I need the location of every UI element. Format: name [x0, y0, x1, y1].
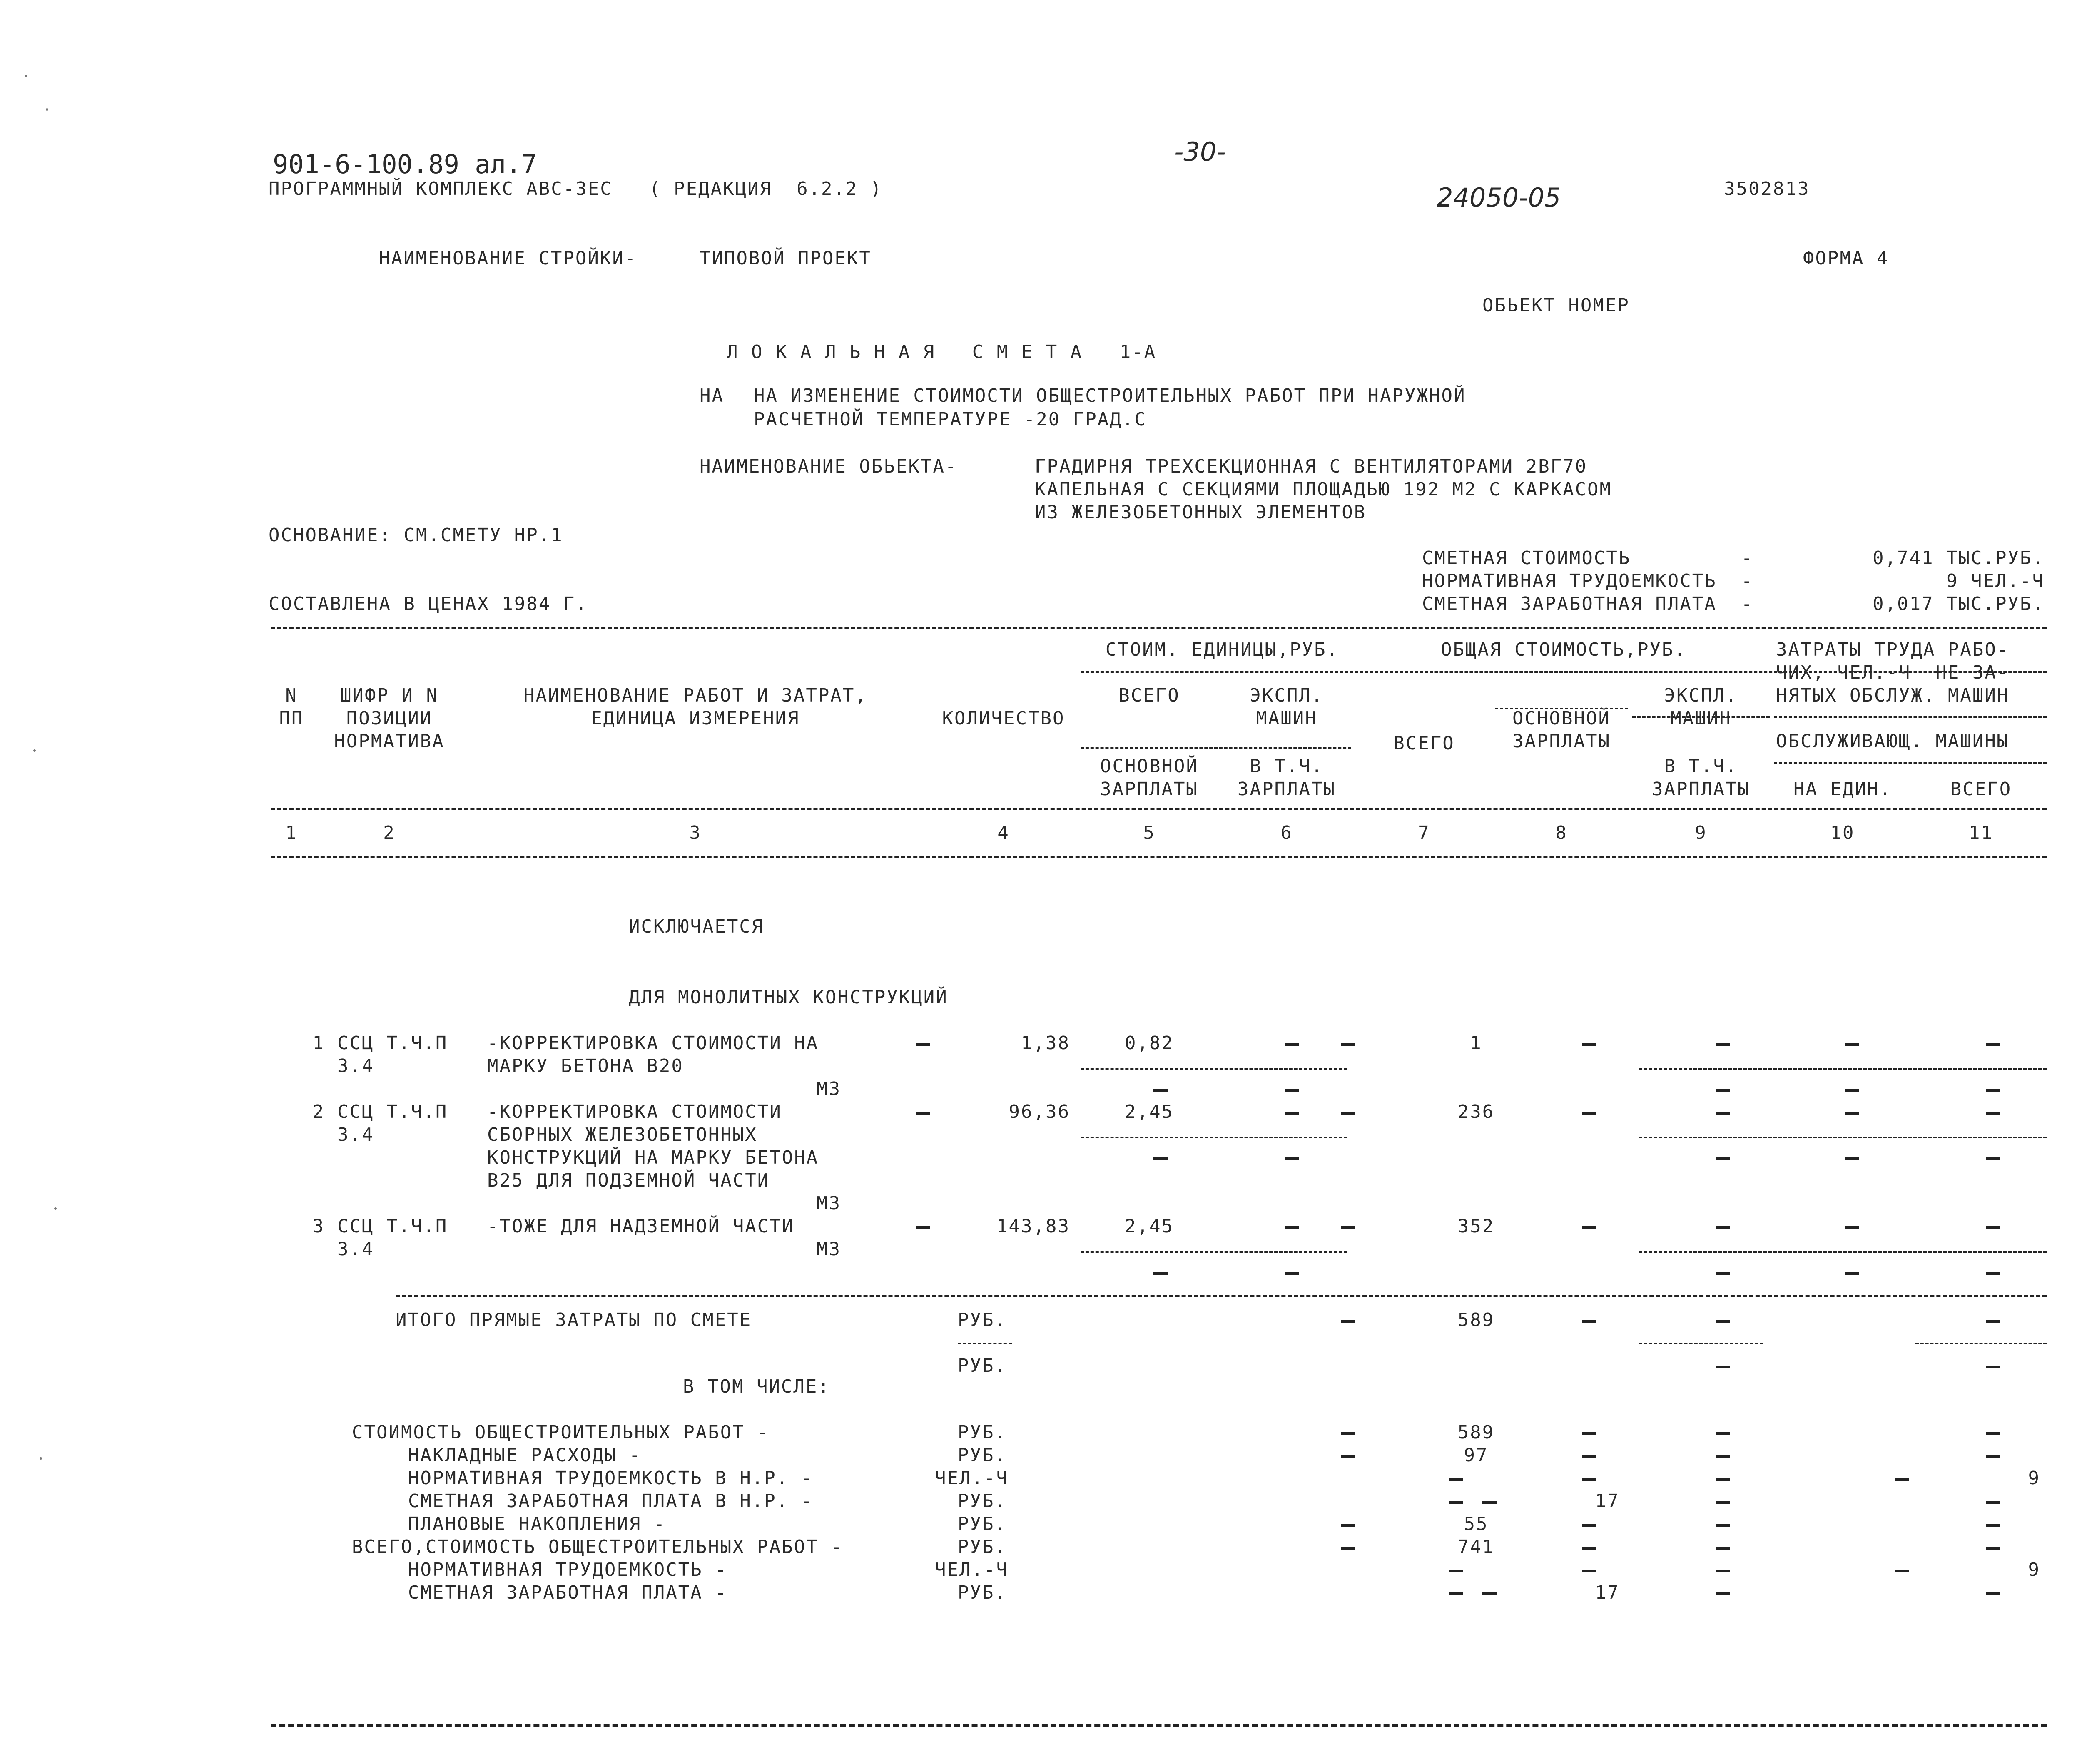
th-machines: МАШИН [1256, 708, 1317, 729]
th-name: ЕДИНИЦА ИЗМЕРЕНИЯ [591, 708, 800, 729]
th-n: N [285, 685, 298, 706]
totals-subrule [1639, 1343, 1763, 1344]
header-inner-rule [1774, 762, 2047, 764]
row-name: -КОРРЕКТИРОВКА СТОИМОСТИ [487, 1101, 782, 1122]
dash-mark [1716, 1226, 1730, 1229]
row-code: 3.4 [337, 1124, 374, 1145]
summary-label: СМЕТНАЯ ЗАРАБОТНАЯ ПЛАТА - [1422, 593, 1754, 615]
th-n: ПП [279, 708, 304, 729]
basis: ОСНОВАНИЕ: СМ.СМЕТУ НР.1 [269, 525, 563, 546]
dash-mark [1716, 1524, 1730, 1527]
dash-mark [1986, 1112, 2000, 1115]
row-unit-cost: 2,45 [1125, 1101, 1174, 1122]
th-code: ПОЗИЦИИ [346, 708, 433, 729]
th-total: ВСЕГО [1118, 685, 1180, 706]
dash-mark [1582, 1112, 1596, 1115]
scan-speck [25, 75, 27, 77]
col-number-rule [271, 856, 2047, 858]
col-number: 1 [285, 822, 298, 843]
summary-value: 9 ЧЕЛ.-Ч [1946, 570, 2045, 592]
col-number: 2 [383, 822, 396, 843]
dash-mark [1716, 1547, 1730, 1550]
on-text-1: НА ИЗМЕНЕНИЕ СТОИМОСТИ ОБЩЕСТРОИТЕЛЬНЫХ РАБОТ ПРИ НАРУЖНОЙ [754, 385, 1466, 406]
breakdown-wage: 17 [1595, 1582, 1620, 1603]
row-code: ССЦ Т.Ч.П [337, 1101, 448, 1122]
dash-mark [1716, 1157, 1730, 1160]
col-number: 10 [1830, 822, 1855, 843]
row-code: 3.4 [337, 1239, 374, 1260]
col-number: 11 [1969, 822, 1993, 843]
th-qty: КОЛИЧЕСТВО [942, 708, 1065, 729]
dash-mark [1716, 1592, 1730, 1595]
dash-mark [1153, 1089, 1168, 1092]
construction-value: ТИПОВОЙ ПРОЕКТ [700, 248, 872, 269]
dash-mark [1582, 1043, 1596, 1046]
section-excluded: ИСКЛЮЧАЕТСЯ [629, 916, 764, 937]
dash-mark [1582, 1432, 1596, 1435]
dash-mark [1582, 1455, 1596, 1458]
dash-mark [1449, 1501, 1463, 1504]
dash-mark [1716, 1112, 1730, 1115]
dash-mark [1716, 1432, 1730, 1435]
handwritten-code: 24050-05 [1437, 182, 1561, 213]
dash-mark [1285, 1089, 1299, 1092]
table-top-rule [271, 627, 2047, 629]
row-number: 2 [312, 1101, 325, 1122]
dash-mark [1482, 1592, 1497, 1595]
on-text-2: РАСЧЕТНОЙ ТЕМПЕРАТУРЕ -20 ГРАД.С [754, 409, 1147, 430]
dash-mark [1341, 1455, 1355, 1458]
breakdown-unit: РУБ. [958, 1536, 1007, 1557]
dash-mark [1895, 1478, 1909, 1481]
dash-mark [1341, 1226, 1355, 1229]
object-number: ОБЬЕКТ НОМЕР [1482, 295, 1630, 316]
breakdown-label: НАКЛАДНЫЕ РАСХОДЫ - [408, 1445, 642, 1466]
th-incl-wage: ЗАРПЛАТЫ [1238, 779, 1336, 800]
breakdown-unit: РУБ. [958, 1422, 1007, 1443]
dash-mark [1716, 1089, 1730, 1092]
dash-mark [1986, 1366, 2000, 1368]
breakdown-label: СТОИМОСТЬ ОБЩЕСТРОИТЕЛЬНЫХ РАБОТ - [352, 1422, 770, 1443]
dash-mark [1716, 1366, 1730, 1368]
dash-mark [1582, 1547, 1596, 1550]
estimate-title: Л О К А Л Ь Н А Я С М Е Т А 1-А [727, 341, 1157, 363]
col-number: 8 [1555, 822, 1568, 843]
dash-mark [1582, 1524, 1596, 1527]
dash-mark [1845, 1043, 1859, 1046]
th-labor: НЯТЫХ ОБСЛУЖ. МАШИН [1776, 685, 2010, 706]
header-bottom-rule [271, 808, 2047, 810]
summary-label: НОРМАТИВНАЯ ТРУДОЕМКОСТЬ - [1422, 570, 1754, 592]
dash-mark [1285, 1226, 1299, 1229]
row-subrule [1081, 1068, 1347, 1070]
breakdown-label: СМЕТНАЯ ЗАРАБОТНАЯ ПЛАТА В Н.Р. - [408, 1490, 814, 1512]
col-number: 6 [1280, 822, 1293, 843]
dash-mark [1845, 1226, 1859, 1229]
row-name: -КОРРЕКТИРОВКА СТОИМОСТИ НА [487, 1033, 819, 1054]
totals-subrule [958, 1343, 1012, 1344]
row-unit-cost: 0,82 [1125, 1033, 1174, 1054]
dash-mark [1986, 1455, 2000, 1458]
breakdown-unit: ЧЕЛ.-Ч [935, 1559, 1009, 1580]
th-basic-wage: ЗАРПЛАТЫ [1100, 779, 1198, 800]
breakdown-value: 55 [1464, 1513, 1489, 1535]
dash-mark [1986, 1320, 2000, 1323]
th-overall-cost: ОБЩАЯ СТОИМОСТЬ,РУБ. [1441, 639, 1686, 660]
dash-mark [1341, 1320, 1355, 1323]
breakdown-label: НОРМАТИВНАЯ ТРУДОЕМКОСТЬ - [408, 1559, 727, 1580]
dash-mark [1845, 1272, 1859, 1275]
dash-mark [1341, 1547, 1355, 1550]
th-basic-wage: ОСНОВНОЙ [1512, 708, 1611, 729]
dash-mark [1845, 1089, 1859, 1092]
dash-mark [1716, 1272, 1730, 1275]
dash-mark [1895, 1570, 1909, 1572]
dash-mark [1582, 1320, 1596, 1323]
th-machines: МАШИН [1670, 708, 1732, 729]
row-subrule [1639, 1137, 2047, 1138]
totals-rule [396, 1295, 2047, 1297]
row-unit: М3 [817, 1078, 841, 1100]
form-label: ФОРМА 4 [1803, 248, 1889, 269]
scan-speck [46, 108, 48, 111]
scan-speck [54, 1207, 57, 1210]
th-machines: ЭКСПЛ. [1664, 685, 1738, 706]
th-machines: ЭКСПЛ. [1250, 685, 1324, 706]
col-number: 7 [1418, 822, 1430, 843]
dash-mark [1716, 1501, 1730, 1504]
dash-mark [1341, 1432, 1355, 1435]
breakdown-unit: РУБ. [958, 1490, 1007, 1512]
totals-value: 589 [1457, 1309, 1495, 1331]
object-label: НАИМЕНОВАНИЕ ОБЬЕКТА- [700, 456, 958, 477]
dash-mark [1716, 1043, 1730, 1046]
breakdown-unit: РУБ. [958, 1582, 1007, 1603]
dash-mark [1341, 1043, 1355, 1046]
header-inner-rule [1774, 716, 2047, 718]
col-number: 3 [689, 822, 702, 843]
dash-mark [1716, 1570, 1730, 1572]
dash-mark [1986, 1043, 2000, 1046]
col-number: 9 [1695, 822, 1707, 843]
summary-value: 0,017 ТЫС.РУБ. [1873, 593, 2045, 615]
row-qty: 1,38 [1021, 1033, 1070, 1054]
dash-mark [1986, 1226, 2000, 1229]
dash-mark [1716, 1478, 1730, 1481]
breakdown-label: ВСЕГО,СТОИМОСТЬ ОБЩЕСТРОИТЕЛЬНЫХ РАБОТ - [352, 1536, 843, 1557]
dash-mark [1986, 1089, 2000, 1092]
dash-mark [1582, 1570, 1596, 1572]
breakdown-value: 741 [1457, 1536, 1495, 1557]
row-name: -ТОЖЕ ДЛЯ НАДЗЕМНОЙ ЧАСТИ [487, 1216, 794, 1237]
dash-mark [1986, 1501, 2000, 1504]
th-labor: ЗАТРАТЫ ТРУДА РАБО- [1776, 639, 2010, 660]
object-text-3: ИЗ ЖЕЛЕЗОБЕТОННЫХ ЭЛЕМЕНТОВ [1035, 502, 1367, 523]
bottom-dash-line [271, 1724, 2047, 1727]
totals-unit-2: РУБ. [958, 1355, 1007, 1376]
breakdown-unit: РУБ. [958, 1445, 1007, 1466]
row-number: 3 [312, 1216, 325, 1237]
program-line: ПРОГРАММНЫЙ КОМПЛЕКС АВС-3ЕС ( РЕДАКЦИЯ 6.2.2 ) [269, 178, 883, 199]
dash-mark [1986, 1157, 2000, 1160]
row-unit: М3 [817, 1193, 841, 1214]
row-total: 352 [1457, 1216, 1495, 1237]
th-code: НОРМАТИВА [334, 731, 445, 752]
including-label: В ТОМ ЧИСЛЕ: [683, 1376, 830, 1397]
dash-mark [1482, 1501, 1497, 1504]
th-name: НАИМЕНОВАНИЕ РАБОТ И ЗАТРАТ, [523, 685, 867, 706]
row-qty: 143,83 [996, 1216, 1070, 1237]
th-labor-total: ВСЕГО [1950, 779, 2012, 800]
row-code: 3.4 [337, 1055, 374, 1077]
doc-code: 901-6-100.89 ал.7 [273, 149, 537, 179]
breakdown-unit: РУБ. [958, 1513, 1007, 1535]
th-code: ШИФР И N [340, 685, 438, 706]
row-name: МАРКУ БЕТОНА В20 [487, 1055, 684, 1077]
dash-mark [1449, 1592, 1463, 1595]
dash-mark [1285, 1043, 1299, 1046]
dash-mark [1153, 1272, 1168, 1275]
breakdown-wage: 17 [1595, 1490, 1620, 1512]
row-subrule [1081, 1251, 1347, 1253]
th-incl-wage: В Т.Ч. [1664, 756, 1738, 777]
dash-mark [1285, 1272, 1299, 1275]
dash-mark [1986, 1547, 2000, 1550]
row-unit: М3 [817, 1239, 841, 1260]
dash-mark [1986, 1524, 2000, 1527]
object-text-2: КАПЕЛЬНАЯ С СЕКЦИЯМИ ПЛОЩАДЬЮ 192 М2 С КАРКАСОМ [1035, 479, 1612, 500]
th-labor: ОБСЛУЖИВАЮЩ. МАШИНЫ [1776, 731, 2010, 752]
breakdown-label: НОРМАТИВНАЯ ТРУДОЕМКОСТЬ В Н.Р. - [408, 1468, 814, 1489]
dash-mark [1716, 1320, 1730, 1323]
object-text-1: ГРАДИРНЯ ТРЕХСЕКЦИОННАЯ С ВЕНТИЛЯТОРАМИ 2ВГ70 [1035, 456, 1588, 477]
row-total: 1 [1470, 1033, 1482, 1054]
row-name: В25 ДЛЯ ПОДЗЕМНОЙ ЧАСТИ [487, 1170, 770, 1191]
dash-mark [1285, 1112, 1299, 1115]
section-monolithic: ДЛЯ МОНОЛИТНЫХ КОНСТРУКЦИЙ [629, 987, 948, 1008]
page-number: -30- [1174, 137, 1226, 167]
dash-mark [916, 1043, 930, 1046]
dash-mark [1341, 1524, 1355, 1527]
stamp-number: 3502813 [1724, 178, 1810, 199]
summary-value: 0,741 ТЫС.РУБ. [1873, 547, 2045, 569]
breakdown-labor: 9 [2028, 1468, 2040, 1489]
row-code: ССЦ Т.Ч.П [337, 1216, 448, 1237]
dash-mark [1845, 1112, 1859, 1115]
breakdown-label: ПЛАНОВЫЕ НАКОПЛЕНИЯ - [408, 1513, 666, 1535]
scan-speck [40, 1457, 42, 1460]
summary-label: СМЕТНАЯ СТОИМОСТЬ - [1422, 547, 1754, 569]
dash-mark [1449, 1478, 1463, 1481]
th-basic-wage: ОСНОВНОЙ [1100, 756, 1198, 777]
totals-unit: РУБ. [958, 1309, 1007, 1331]
row-subrule [1639, 1251, 2047, 1253]
row-unit-cost: 2,45 [1125, 1216, 1174, 1237]
row-name: СБОРНЫХ ЖЕЛЕЗОБЕТОННЫХ [487, 1124, 757, 1145]
row-code: ССЦ Т.Ч.П [337, 1033, 448, 1054]
th-incl-wage: В Т.Ч. [1250, 756, 1324, 777]
th-total: ВСЕГО [1393, 733, 1455, 754]
dash-mark [1153, 1157, 1168, 1160]
row-subrule [1639, 1068, 2047, 1070]
row-subrule [1081, 1137, 1347, 1138]
dash-mark [1582, 1226, 1596, 1229]
totals-label: ИТОГО ПРЯМЫЕ ЗАТРАТЫ ПО СМЕТЕ [396, 1309, 752, 1331]
dash-mark [1986, 1432, 2000, 1435]
th-unit-cost: СТОИМ. ЕДИНИЦЫ,РУБ. [1105, 639, 1339, 660]
dash-mark [1986, 1592, 2000, 1595]
prices-year: СОСТАВЛЕНА В ЦЕНАХ 1984 Г. [269, 593, 588, 615]
th-basic-wage: ЗАРПЛАТЫ [1512, 731, 1611, 752]
th-labor: ЧИХ, ЧЕЛ.-Ч НЕ ЗА- [1776, 662, 2010, 683]
th-incl-wage: ЗАРПЛАТЫ [1652, 779, 1750, 800]
breakdown-label: СМЕТНАЯ ЗАРАБОТНАЯ ПЛАТА - [408, 1582, 727, 1603]
col-number: 5 [1143, 822, 1156, 843]
breakdown-value: 589 [1457, 1422, 1495, 1443]
construction-label: НАИМЕНОВАНИЕ СТРОЙКИ- [379, 248, 637, 269]
dash-mark [1341, 1112, 1355, 1115]
dash-mark [1845, 1157, 1859, 1160]
col-number: 4 [997, 822, 1010, 843]
dash-mark [1285, 1157, 1299, 1160]
dash-mark [916, 1226, 930, 1229]
breakdown-unit: ЧЕЛ.-Ч [935, 1468, 1009, 1489]
totals-subrule [1915, 1343, 2047, 1344]
dash-mark [1449, 1570, 1463, 1572]
dash-mark [1986, 1272, 2000, 1275]
on-label: НА [700, 385, 724, 406]
breakdown-labor: 9 [2028, 1559, 2040, 1580]
th-per-unit: НА ЕДИН. [1793, 779, 1892, 800]
row-number: 1 [312, 1033, 325, 1054]
dash-mark [916, 1112, 930, 1115]
scan-speck [33, 749, 36, 752]
dash-mark [1716, 1455, 1730, 1458]
breakdown-value: 97 [1464, 1445, 1489, 1466]
header-inner-rule [1081, 747, 1351, 749]
row-name: КОНСТРУКЦИЙ НА МАРКУ БЕТОНА [487, 1147, 819, 1168]
row-qty: 96,36 [1009, 1101, 1070, 1122]
row-total: 236 [1457, 1101, 1495, 1122]
dash-mark [1582, 1478, 1596, 1481]
